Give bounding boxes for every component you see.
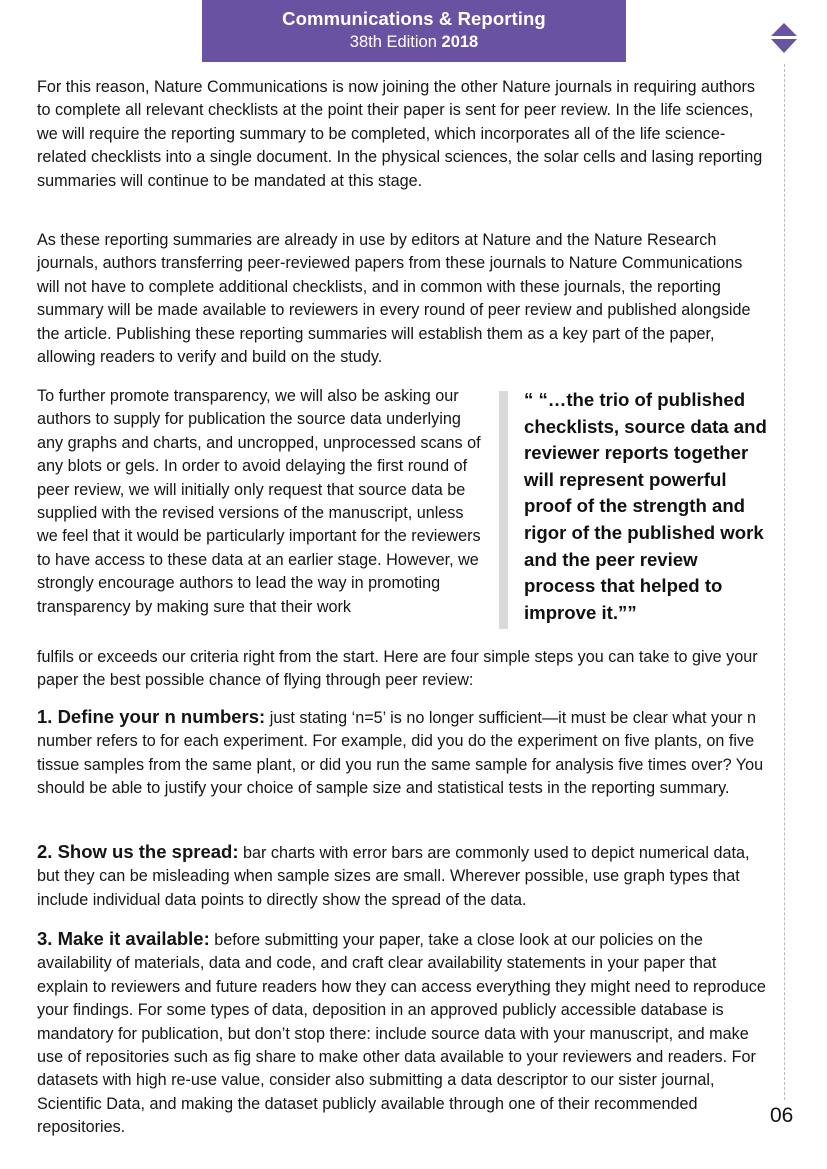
step-heading: 1. Define your n numbers: [37, 706, 266, 727]
edition-year: 2018 [441, 33, 479, 51]
pullquote-bar [499, 391, 508, 629]
body-paragraph: To further promote transparency, we will also be asking our authors to supply for publication the source data underlying any graphs and charts, and uncropped, unprocessed scans of any blots or gels. In order to avoid delaying the first round of peer review, we will initially only request that source data be supplied with the revised versions of the manuscript, unless we feel that it would be particularly important for the reviewers to have access to these data at an earlier stage. However, we strongly encourage authors to lead the way in promoting transparency by making sure that their work [37, 387, 481, 616]
step-text: bar charts with error bars are commonly used to depict numerical data, but they can be misleading when sample sizes are small. Wherever possible, use graph types that include individual data points to directly show the spread of the data. [37, 844, 750, 909]
header-title: Communications & Reporting [282, 8, 546, 29]
step-text: just stating ‘n=5’ is no longer sufficient—it must be clear what your n number refers to for each experiment. For example, did you do the experiment on five plants, on five tissue samples from the same plant, or did you run the same sample for analysis five times over? You should be able to justify your choice of sample size and statistical tests in the reporting summary. [37, 709, 764, 798]
header-banner [202, 0, 626, 62]
side-dashed-rule [784, 64, 785, 1100]
diamond-nav-icon [771, 23, 797, 53]
edition-label: 38th Edition [349, 33, 437, 51]
body-paragraph: fulfils or exceeds our criteria right from the start. Here are four simple steps you can take to give your paper the best possible chance of flying through peer review: [37, 648, 758, 690]
body-paragraph: As these reporting summaries are already in use by editors at Nature and the Nature Research journals, authors transferring peer-reviewed papers from these journals to Nature Communications will not have to complete additional checklists, and in common with these journals, the reporting summary will be made available to reviewers in every round of peer review and published alongside the article. Publishing these reporting summaries will establish them as a key part of the paper, allowing readers to verify and build on the study. [37, 231, 751, 367]
step-heading: 2. Show us the spread: [37, 841, 239, 862]
pullquote: “ “…the trio of published checklists, source data and reviewer reports together will represent powerful proof of the strength and rigor of the published work and the peer review process that helped to improve it.”” [524, 389, 767, 623]
step-item [37, 705, 767, 801]
step-item [37, 927, 767, 1140]
step-text: before submitting your paper, take a close look at our policies on the availability of materials, data and code, and craft clear availability statements in your paper that explain to reviewers and future readers how they can access everything they might need to reproduce your findings. For some types of data, deposition in an approved publicly accessible database is mandatory for publication, but don’t stop there: include source data with your manuscript, and make use of repositories such as fig share to make other data available to your reviewers and readers. For datasets with high re-use value, consider also submitting a data descriptor to our sister journal, Scientific Data, and making the dataset publicly available through one of their recommended repositories. [37, 931, 766, 1137]
body-paragraph: For this reason, Nature Communications is now joining the other Nature journals in requiring authors to complete all relevant checklists at the point their paper is sent for peer review. In the life sciences, we will require the reporting summary to be completed, which incorporates all of the life science-related checklists into a single document. In the physical sciences, the solar cells and lasing reporting summaries will continue to be mandated at this stage. [37, 78, 763, 190]
step-item [37, 840, 767, 912]
page-number: 06 [770, 1104, 794, 1127]
step-heading: 3. Make it available: [37, 928, 210, 949]
header-edition [202, 33, 626, 52]
